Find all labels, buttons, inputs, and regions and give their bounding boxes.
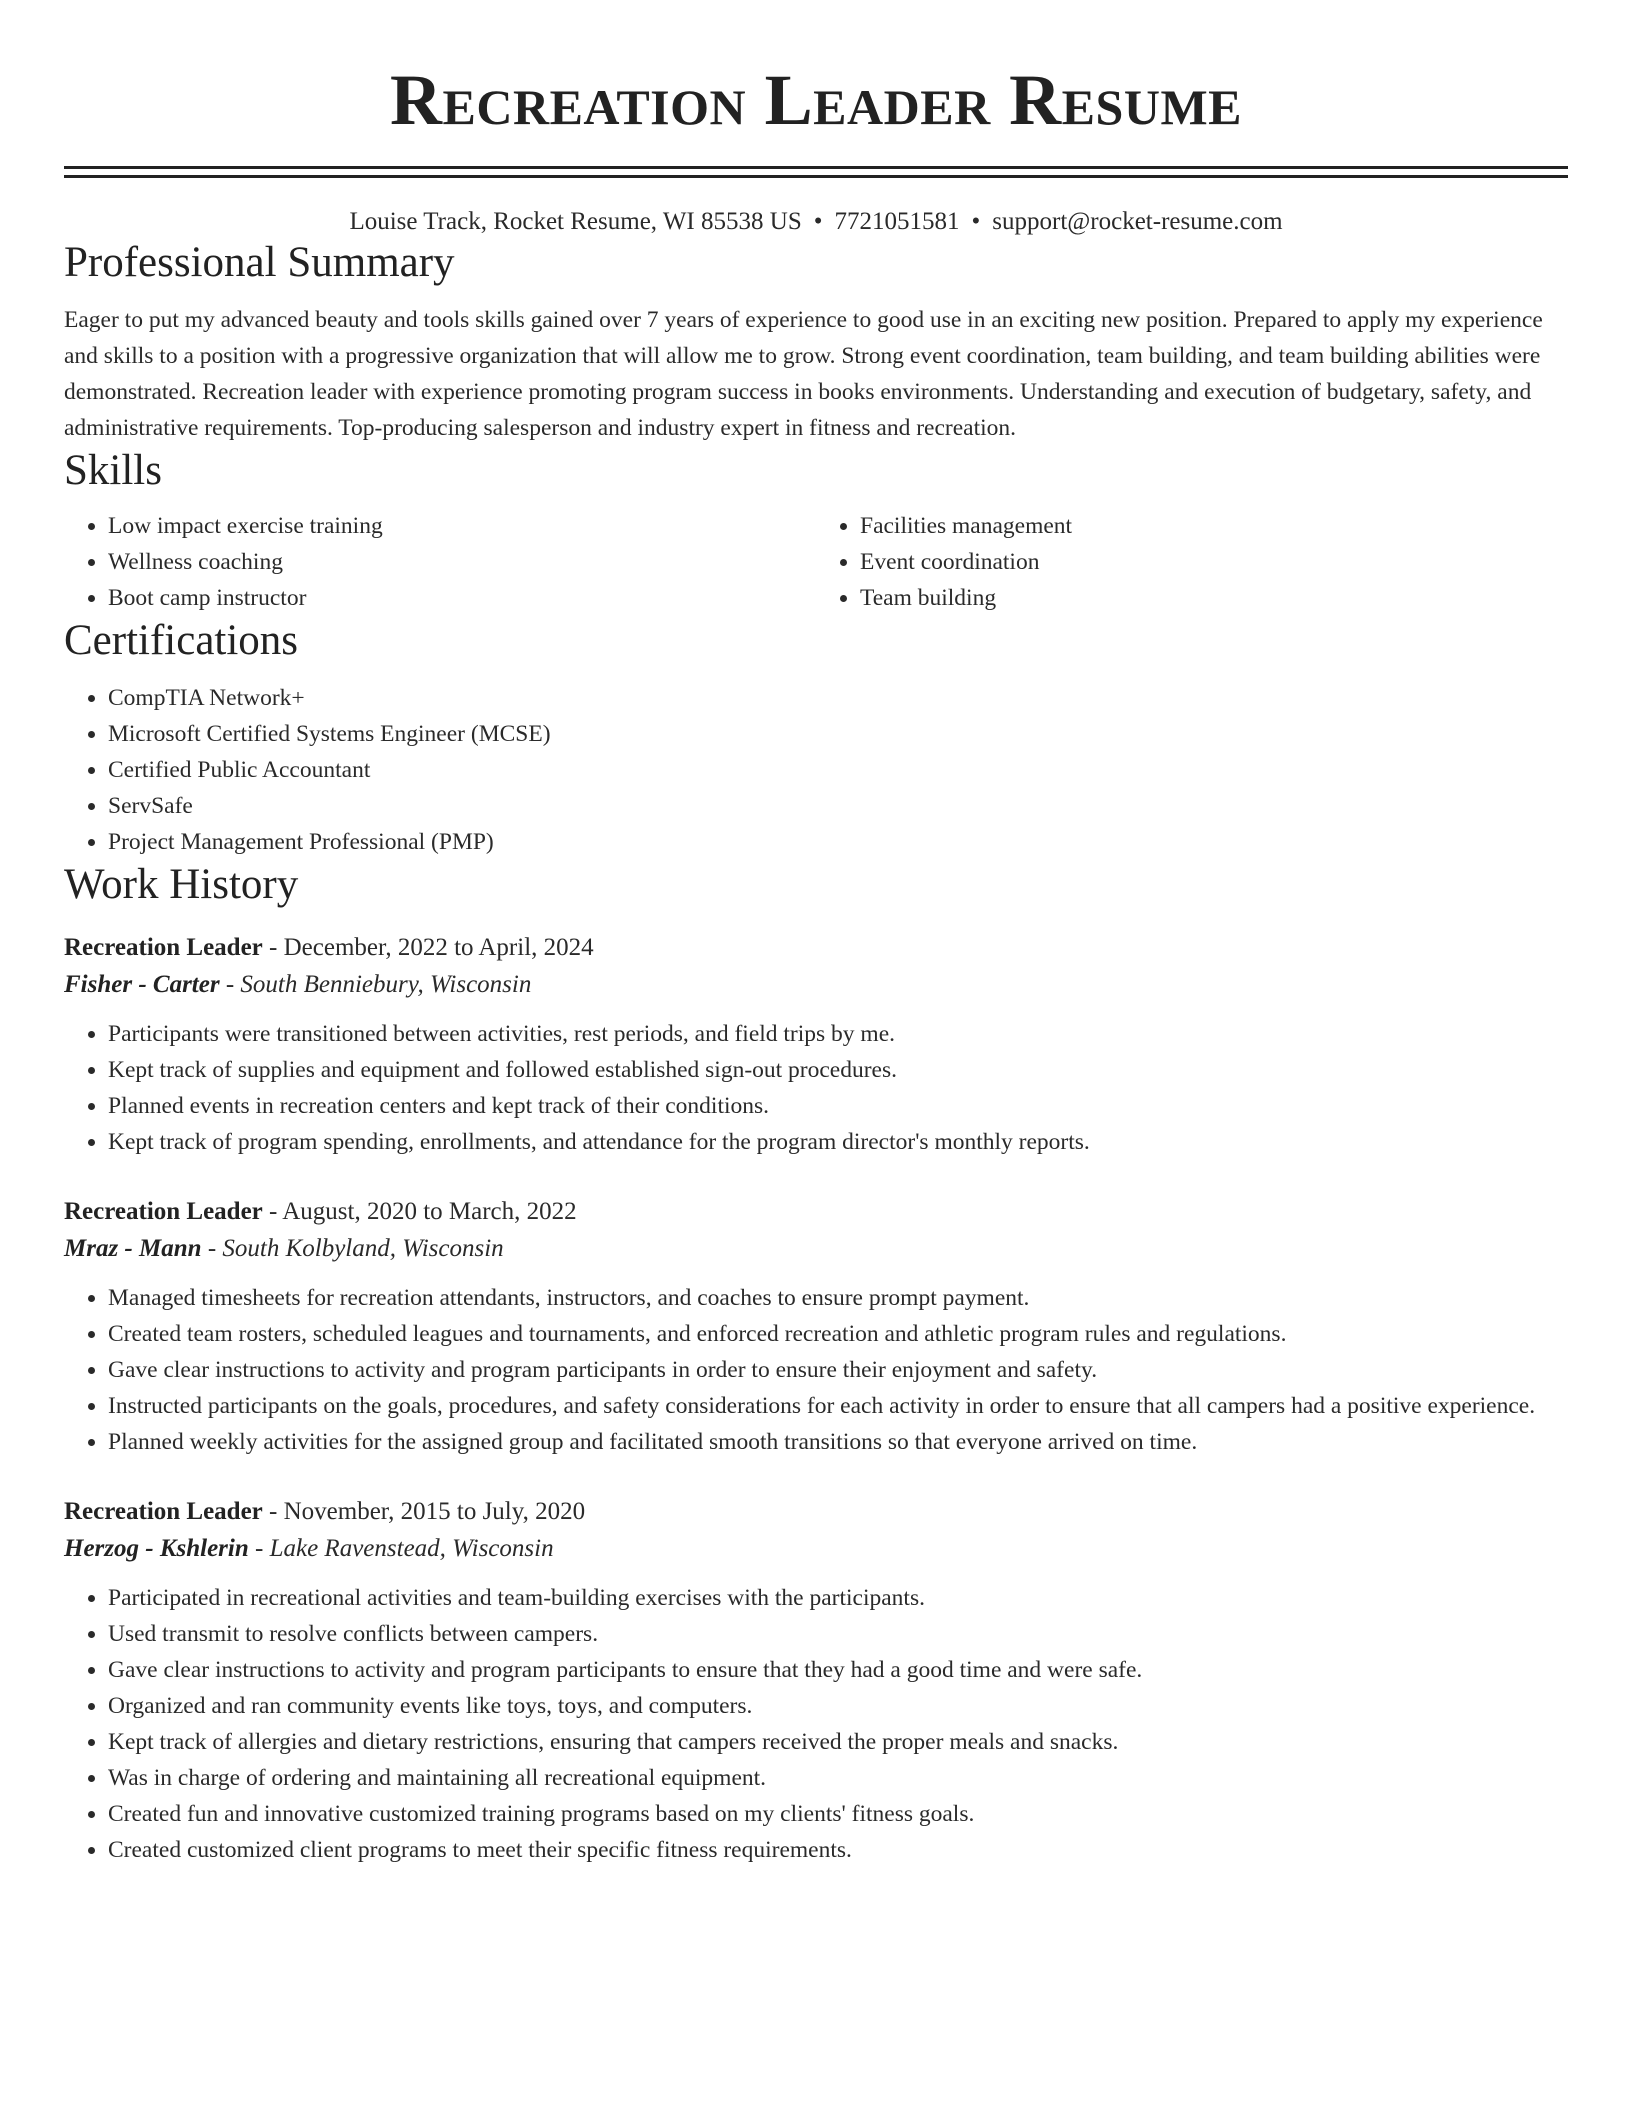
job-bullet: • Created team rosters, scheduled leagues and tournaments, and enforced recreation and athletic program rules and regulations. [108, 1316, 1568, 1352]
certification-item: • Microsoft Certified Systems Engineer (MCSE) [108, 716, 1568, 752]
skills-right-list [816, 508, 1568, 616]
skills-heading: Skills [64, 447, 162, 494]
job-location: - South Kolbyland, Wisconsin [201, 1235, 504, 1262]
job-bullets [64, 1580, 1568, 1868]
certifications-list [64, 680, 1568, 860]
skills-left-list [64, 508, 816, 616]
contact-address: Louise Track, Rocket Resume, WI 85538 US [349, 208, 802, 235]
job-bullet: • Participated in recreational activities and team-building exercises with the participants. [108, 1580, 1568, 1616]
job-bullet: • Kept track of supplies and equipment and followed established sign-out procedures. [108, 1052, 1568, 1088]
summary-heading: Professional Summary [64, 239, 455, 286]
certification-item: • Project Management Professional (PMP) [108, 824, 1568, 860]
job-title-line [64, 1194, 1568, 1230]
job-bullet: • Gave clear instructions to activity and program participants to ensure that they had a good time and were safe. [108, 1652, 1568, 1688]
job-bullet: • Planned weekly activities for the assigned group and facilitated smooth transitions so that everyone arrived on time. [108, 1424, 1568, 1460]
job-bullets [64, 1016, 1568, 1160]
skill-item: • Low impact exercise training [108, 508, 816, 544]
job-company: Herzog - Kshlerin [64, 1535, 249, 1562]
certification-item: • Certified Public Accountant [108, 752, 1568, 788]
job-title-line [64, 930, 1568, 966]
job-company: Fisher - Carter [64, 971, 220, 998]
job-entry [64, 1494, 1568, 1868]
job-bullet: • Created customized client programs to meet their specific fitness requirements. [108, 1832, 1568, 1868]
job-company: Mraz - Mann [64, 1235, 202, 1262]
job-bullets [64, 1280, 1568, 1460]
resume-page [64, 0, 1568, 1868]
job-bullet: • Planned events in recreation centers and kept track of their conditions. [108, 1088, 1568, 1124]
job-company-line [64, 966, 1568, 1004]
job-bullet: • Used transmit to resolve conflicts between campers. [108, 1616, 1568, 1652]
skill-item: • Facilities management [860, 508, 1568, 544]
certification-item: • ServSafe [108, 788, 1568, 824]
job-company-line [64, 1530, 1568, 1568]
summary-text: Eager to put my advanced beauty and tools skills gained over 7 years of experience to good use in an exciting new position. Prepared to apply my experience and skills to a position with a progressive organization that will allow me to grow. Strong event coordination, team building, and team building abilities were demonstrated. Recreation leader with experience promoting program success in books environments. Understanding and execution of budgetary, safety, and administrative requirements. Top-producing salesperson and industry expert in fitness and recreation. [64, 307, 1543, 441]
job-dates: - December, 2022 to April, 2024 [262, 934, 594, 961]
job-title-line [64, 1494, 1568, 1530]
skill-item: • Event coordination [860, 544, 1568, 580]
job-bullet: • Managed timesheets for recreation attendants, instructors, and coaches to ensure prompt payment. [108, 1280, 1568, 1316]
job-bullet: • Created fun and innovative customized training programs based on my clients' fitness goals. [108, 1796, 1568, 1832]
job-bullet: • Gave clear instructions to activity and program participants in order to ensure their enjoyment and safety. [108, 1352, 1568, 1388]
skills-columns [64, 508, 1568, 616]
job-company-line [64, 1230, 1568, 1268]
job-bullet: • Kept track of allergies and dietary restrictions, ensuring that campers received the proper meals and snacks. [108, 1724, 1568, 1760]
contact-separator: • [813, 208, 823, 235]
job-title: Recreation Leader [64, 934, 263, 961]
job-bullet: • Kept track of program spending, enrollments, and attendance for the program director's monthly reports. [108, 1124, 1568, 1160]
contact-email: support@rocket-resume.com [992, 208, 1283, 235]
skill-item: • Wellness coaching [108, 544, 816, 580]
job-bullet: • Instructed participants on the goals, procedures, and safety considerations for each activity in order to ensure that all campers had a positive experience. [108, 1388, 1568, 1424]
job-dates: - August, 2020 to March, 2022 [262, 1198, 577, 1225]
job-title: Recreation Leader [64, 1498, 263, 1525]
job-dates: - November, 2015 to July, 2020 [262, 1498, 586, 1525]
skill-item: • Team building [860, 580, 1568, 616]
work-history-heading: Work History [64, 861, 299, 908]
job-title: Recreation Leader [64, 1198, 263, 1225]
title-divider-top [64, 166, 1568, 169]
job-location: - Lake Ravenstead, Wisconsin [248, 1535, 554, 1562]
job-entry [64, 1194, 1568, 1460]
job-bullet: • Was in charge of ordering and maintaining all recreational equipment. [108, 1760, 1568, 1796]
certifications-heading: Certifications [64, 617, 299, 664]
contact-separator: • [971, 208, 981, 235]
title-divider-bottom [64, 175, 1568, 178]
contact-phone: 7721051581 [834, 208, 960, 235]
job-bullet: • Participants were transitioned between activities, rest periods, and field trips by me. [108, 1016, 1568, 1052]
skill-item: • Boot camp instructor [108, 580, 816, 616]
resume-title: Recreation Leader Resume [390, 60, 1242, 140]
contact-line [64, 206, 1568, 238]
job-bullet: • Organized and ran community events like toys, toys, and computers. [108, 1688, 1568, 1724]
certification-item: • CompTIA Network+ [108, 680, 1568, 716]
job-entry [64, 930, 1568, 1160]
job-location: - South Benniebury, Wisconsin [219, 971, 532, 998]
